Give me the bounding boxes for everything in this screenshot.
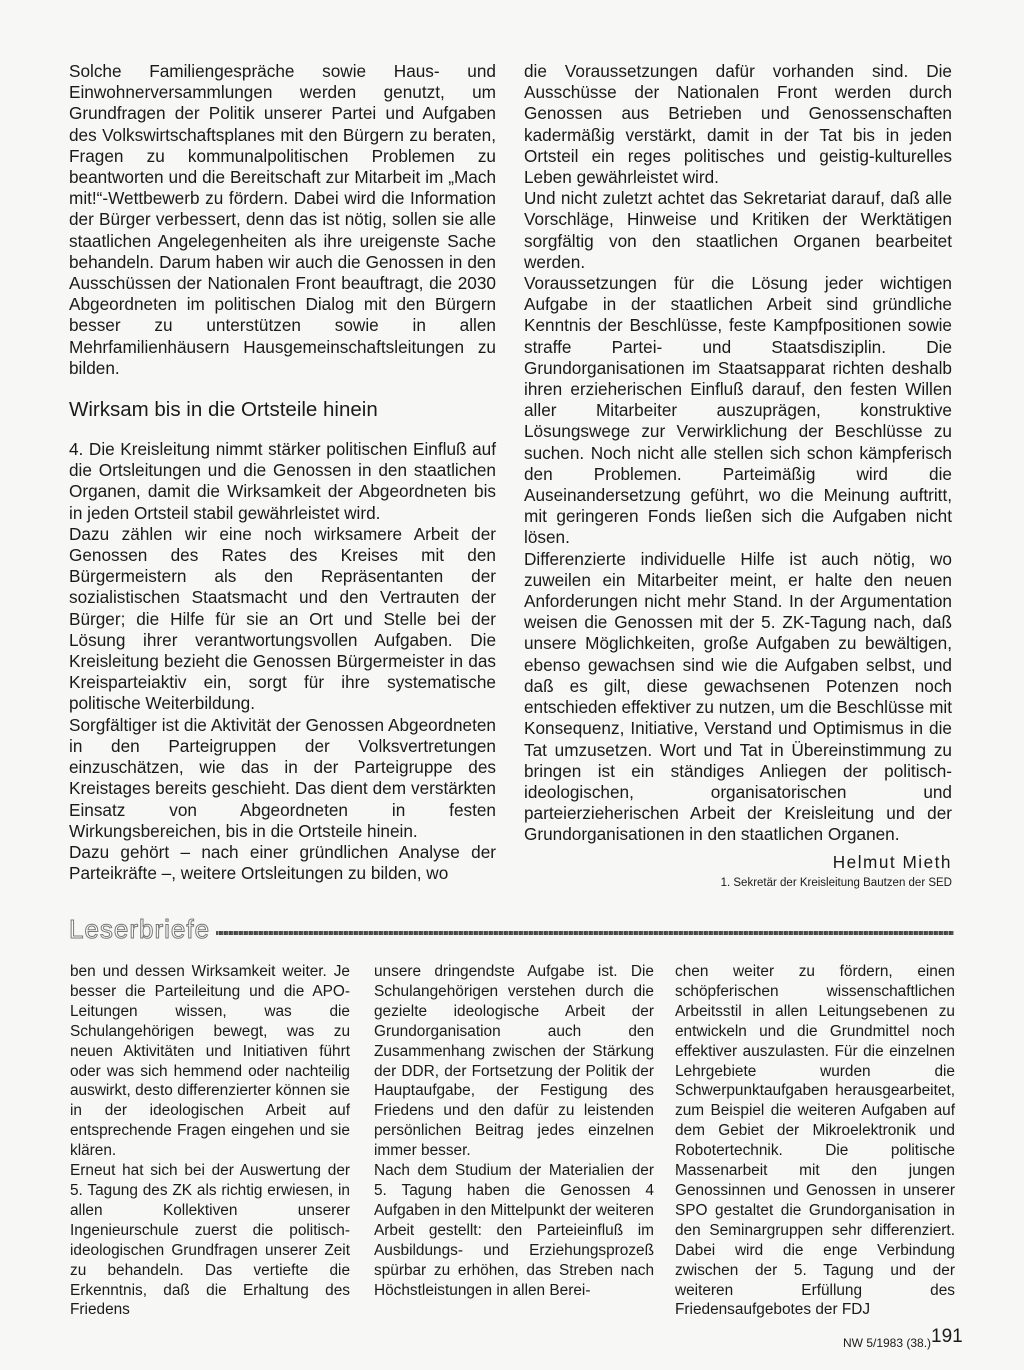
article-column-right xyxy=(524,61,952,891)
author-role: 1. Sekretär der Kreisleitung Bautzen der SED xyxy=(720,876,952,889)
page-number: 191 xyxy=(931,1326,963,1347)
paragraph: Nach dem Studium der Materialien der 5. Tagung haben die Genossen 4 Aufgaben in den Mittelpunkt der weiteren Arbeit gestellt: den Parteieinfluß im Ausbildungs- und Erziehungsprozeß spürbar zu erhöhen, das Streben nach Höchstleistungen in allen Berei- xyxy=(374,1162,654,1299)
paragraph: Differenzierte individuelle Hilfe ist auch nötig, wo zuweilen ein Mitarbeiter meint, er halte den neuen Anforderungen nicht mehr Stand. In der Argumentation weisen die Genossen mit der 5. ZK-Tagung nach, daß unsere Möglichkeiten, große Aufgaben zu bewältigen, ebenso gewachsen sind wie die Aufgaben selbst, und daß es gilt, diese gewachsenen Potenzen noch entschieden effektiver zu nutzen, um die Beschlüsse mit Konsequenz, Initiative, Verstand und Optimismus in die Tat umzusetzen. Wort und Tat in Übereinstimmung zu bringen ist ein ständiges Anliegen der politisch-ideologischen, organisatorischen und parteierzieherischen Arbeit der Kreisleitung und der Grundorganisationen in den staatlichen Organen. xyxy=(524,548,952,845)
decorative-rule xyxy=(216,931,954,935)
author-signature: Helmut Mieth xyxy=(832,851,952,872)
paragraph: Dazu gehört – nach einer gründlichen Analyse der Parteikräfte –, weitere Ortsleitungen zu bilden, wo xyxy=(69,841,496,884)
letters-section-header xyxy=(69,912,954,946)
article-column-left xyxy=(69,61,496,884)
paragraph: die Voraussetzungen dafür vorhanden sind. Die Ausschüsse der Nationalen Front werden durch Genossen aus Betrieben und Genossenschaften kadermäßig verstärkt, damit in der Tat bis in jeden Ortsteil ein reges politisches und geistig-kulturelles Leben gewährleistet wird. xyxy=(524,61,952,188)
section-heading: Wirksam bis in die Ortsteile hinein xyxy=(69,398,378,422)
letters-title: Leserbriefe xyxy=(69,914,211,944)
letters-column-1 xyxy=(70,962,350,1320)
paragraph: Dazu zählen wir eine noch wirksamere Arbeit der Genossen des Rates des Kreises mit den Bürgermeistern als den Repräsentanten der sozialistischen Staatsmacht und den Vertrauten der Bürger; die Hilfe für sie an Ort und Stelle bei der Lösung ihrer verantwortungsvollen Aufgaben. Die Kreisleitung bezieht die Genossen Bürgermeister in das Kreisparteiaktiv ein, sorgt für ihre systematische politische Weiterbildung. xyxy=(69,523,496,714)
paragraph: Voraussetzungen für die Lösung jeder wichtigen Aufgabe in der staatlichen Arbeit sind gründliche Kenntnis der Beschlüsse, feste Kampfpositionen sowie straffe Partei- und Staatsdisziplin. Die Grundorganisationen im Staatsapparat richten deshalb ihren erzieherischen Einfluß darauf, den festen Willen aller Mitarbeiter auszuprägen, konstruktive Lösungswege zur Verwirklichung der Beschlüsse zu suchen. Noch nicht alle stellen sich schon kämpferisch den Problemen. Parteimäßig wird die Auseinandersetzung geführt, wo die Meinung auftritt, mit geringeren Fonds ließen sich die Aufgaben nicht lösen. xyxy=(524,273,952,548)
paragraph: chen weiter zu fördern, einen schöpferischen wissenschaftlichen Arbeitsstil in allen Leitungsebenen zu entwickeln und die Grundmittel noch effektiver auszulasten. Für die einzelnen Lehrgebiete wurden die Schwerpunktaufgaben herausgearbeitet, zum Beispiel die weiteren Aufgaben auf dem Gebiet der Mikroelektronik und Robotertechnik. Die politische Massenarbeit mit den jungen Genossinnen und Genossen in unserer SPO gestaltet die Grundorganisation in den Seminargruppen sehr differenziert. Dabei wird die enge Verbindung zwischen der 5. Tagung und der weiteren Erfüllung des Friedensaufgebotes der FDJ xyxy=(675,963,955,1319)
issue-reference: NW 5/1983 (38.) xyxy=(843,1336,932,1350)
paragraph: Solche Familiengespräche sowie Haus- und Einwohnerversammlungen werden genutzt, um Grundfragen der Politik unserer Partei und Aufgaben des Volkswirtschaftsplanes mit den Bürgern zu beraten, Fragen zu kommunalpolitischen Problemen zu beantworten und die Bereitschaft zur Mitarbeit im „Mach mit!“-Wettbewerb zu fördern. Dabei wird die Information der Bürger verbessert, denn das ist nötig, sollen sie alle staatlichen Angelegenheiten als ihre ureigenste Sache behandeln. Darum haben wir auch die Genossen in den Ausschüssen der Nationalen Front beauftragt, die 2030 Abgeordneten im politischen Dialog mit den Bürgern besser zu unterstützen sowie in allen Mehrfamilienhäusern Hausgemeinschaftsleitungen zu bilden. xyxy=(69,61,496,378)
paragraph: ben und dessen Wirksamkeit weiter. Je besser die Parteileitung und die APO-Leitungen wissen, was die Schulangehörigen bewegt, was zu neuen Aktivitäten und Initiativen führt oder was sich hemmend oder nachteilig auswirkt, desto differenzierter können sie in der ideologischen Arbeit auf entsprechende Fragen eingehen und sie klären. xyxy=(70,963,350,1160)
paragraph: unsere dringendste Aufgabe ist. Die Schulangehörigen verstehen durch die gezielte ideologische Arbeit der Grundorganisation auch den Zusammenhang zwischen der Stärkung der DDR, der Fortsetzung der Politik der Hauptaufgabe, der Festigung des Friedens und den dafür zu leistenden persönlichen Beitrag jedes einzelnen immer besser. xyxy=(374,963,654,1160)
paragraph: Erneut hat sich bei der Auswertung der 5. Tagung des ZK als richtig erwiesen, in allen Kollektiven unserer Ingenieurschule zuerst die politisch-ideologischen Grundfragen unserer Zeit zu behandeln. Das vertiefte die Erkenntnis, daß die Erhaltung des Friedens xyxy=(70,1162,350,1319)
letters-column-2 xyxy=(374,962,654,1300)
letters-column-3 xyxy=(675,962,955,1320)
paragraph: 4. Die Kreisleitung nimmt stärker politischen Einfluß auf die Ortsleitungen und die Genossen in den staatlichen Organen, damit die Wirksamkeit der Abgeordneten bis in jeden Ortsteil stabil gewährleistet wird. xyxy=(69,439,496,523)
paragraph: Und nicht zuletzt achtet das Sekretariat darauf, daß alle Vorschläge, Hinweise und Kritiken der Werktätigen sorgfältig von den staatlichen Organen bearbeitet werden. xyxy=(524,188,952,272)
paragraph: Sorgfältiger ist die Aktivität der Genossen Abgeordneten in den Parteigruppen der Volksvertretungen einzuschätzen, wie das in der Parteigruppe des Kreistages bereits geschieht. Das dient dem verstärkten Einsatz von Abgeordneten in festen Wirkungsbereichen, bis in die Ortsteile hinein. xyxy=(69,714,496,841)
